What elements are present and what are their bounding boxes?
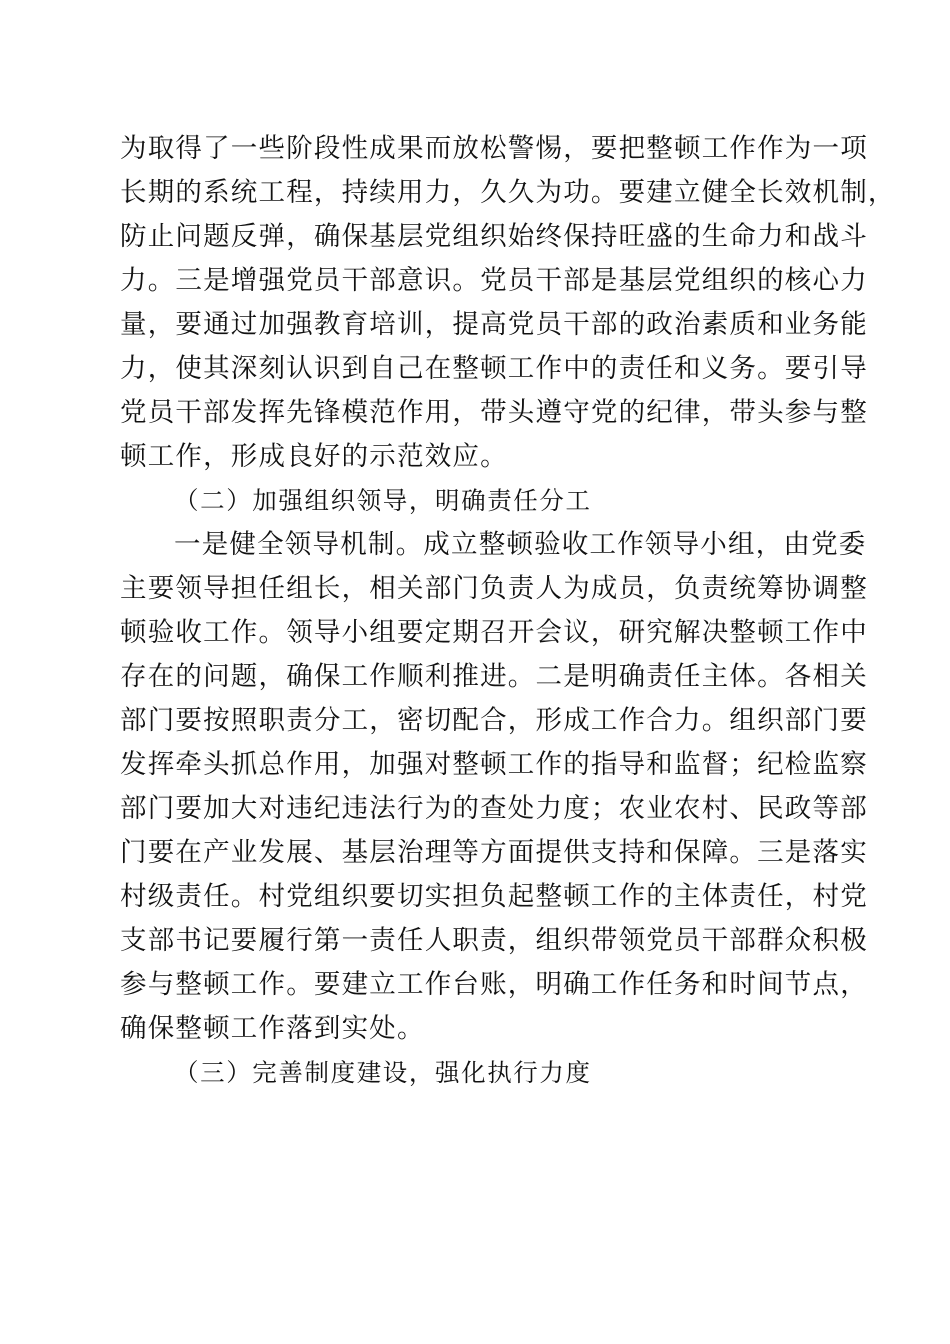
text-line: 顿工作，形成良好的示范效应。 [120, 441, 508, 472]
text-line: 主要领导担任组长，相关部门负责人为成员，负责统筹协调整 [120, 573, 868, 604]
text-line: 力，使其深刻认识到自己在整顿工作中的责任和义务。要引导 [120, 353, 868, 384]
text-line: 发挥牵头抓总作用，加强对整顿工作的指导和监督；纪检监察 [120, 749, 868, 780]
text-line: 党员干部发挥先锋模范作用，带头遵守党的纪律，带头参与整 [120, 397, 868, 428]
text-line: 存在的问题，确保工作顺利推进。二是明确责任主体。各相关 [120, 661, 868, 692]
section-heading-2: （二）加强组织领导，明确责任分工 [174, 486, 592, 515]
paragraph-first-line: 一是健全领导机制。成立整顿验收工作领导小组，由党委 [174, 529, 867, 560]
text-line: 确保整顿工作落到实处。 [120, 1013, 425, 1044]
section-heading-3: （三）完善制度建设，强化执行力度 [174, 1058, 592, 1087]
text-line: 参与整顿工作。要建立工作台账，明确工作任务和时间节点， [120, 969, 868, 1000]
text-line: 防止问题反弹，确保基层党组织始终保持旺盛的生命力和战斗 [120, 221, 868, 252]
text-line: 量，要通过加强教育培训，提高党员干部的政治素质和业务能 [120, 309, 868, 340]
text-line: 顿验收工作。领导小组要定期召开会议，研究解决整顿工作中 [120, 617, 868, 648]
text-line: 部门要按照职责分工，密切配合，形成工作合力。组织部门要 [120, 705, 868, 736]
document-body [120, 127, 896, 1095]
text-line: 部门要加大对违纪违法行为的查处力度；农业农村、民政等部 [120, 793, 868, 824]
text-line: 支部书记要履行第一责任人职责，组织带领党员干部群众积极 [120, 925, 868, 956]
text-line: 长期的系统工程，持续用力，久久为功。要建立健全长效机制， [120, 177, 896, 208]
text-line: 门要在产业发展、基层治理等方面提供支持和保障。三是落实 [120, 837, 868, 868]
text-line: 为取得了一些阶段性成果而放松警惕，要把整顿工作作为一项 [120, 133, 868, 164]
text-line: 力。三是增强党员干部意识。党员干部是基层党组织的核心力 [120, 265, 868, 296]
text-line: 村级责任。村党组织要切实担负起整顿工作的主体责任，村党 [120, 881, 868, 912]
